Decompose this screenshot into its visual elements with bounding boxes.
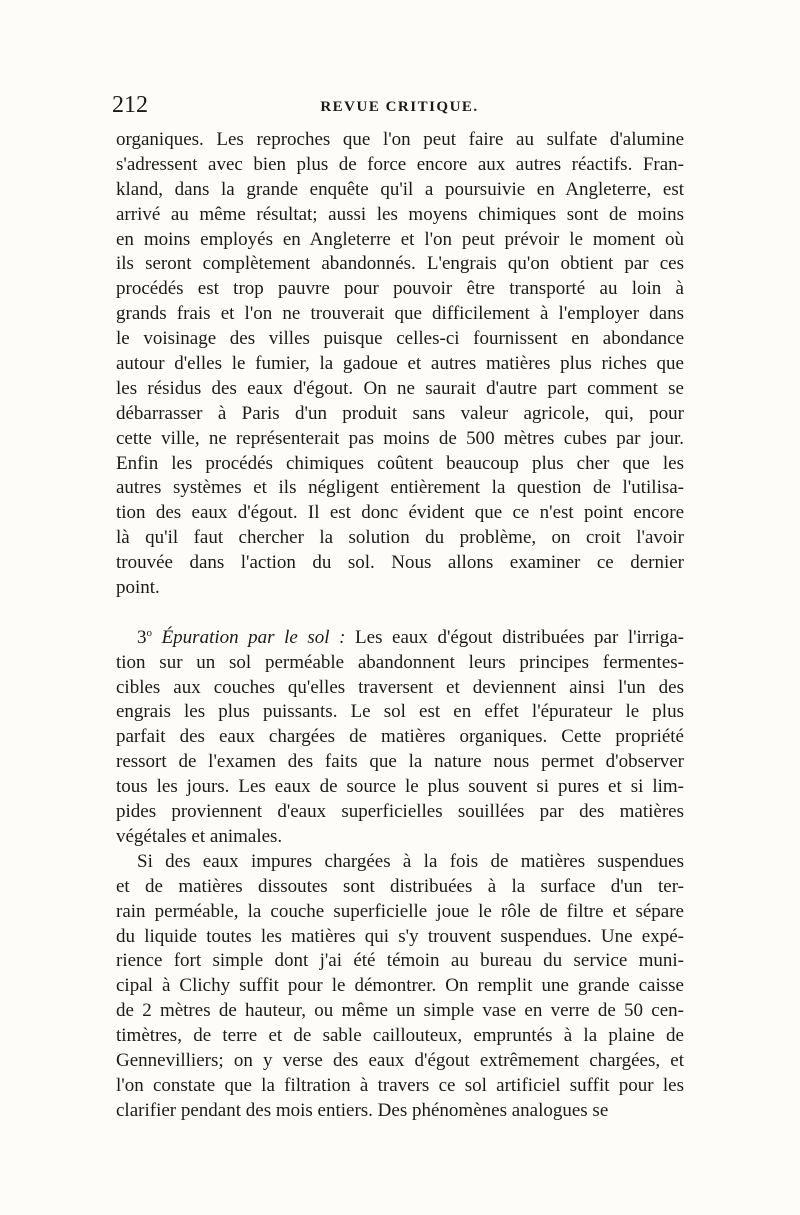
text-line: ils seront complètement abandonnés. L'engrais qu'on obtient par ces — [116, 253, 684, 275]
paragraph-spacer — [116, 601, 684, 626]
paragraph-3 — [116, 850, 684, 1124]
text-line: rience fort simple dont j'ai été témoin au bureau du service muni- — [116, 950, 684, 972]
text-line: de 2 mètres de hauteur, ou même un simple vase en verre de 50 cen- — [116, 1000, 684, 1022]
text-line: rain perméable, la couche superficielle joue le rôle de filtre et sépare — [116, 900, 684, 922]
text-line: et de matières dissoutes sont distribuées à la surface d'un ter- — [116, 875, 684, 897]
page-header — [112, 92, 687, 122]
text-line: tous les jours. Les eaux de source le plus souvent si pures et si lim- — [116, 776, 684, 798]
text-line: Gennevilliers; on y verse des eaux d'égout extrêmement chargées, et — [116, 1049, 684, 1071]
text-line: autres systèmes et ils négligent entièrement la question de l'utilisa- — [116, 477, 684, 499]
section-number-ordinal: o — [146, 626, 152, 639]
text-line: cibles aux couches qu'elles traversent et deviennent ainsi l'un des — [116, 676, 684, 698]
text-line: tion sur un sol perméable abandonnent leurs principes fermentes- — [116, 651, 684, 673]
text-line: là qu'il faut chercher la solution du problème, on croit l'avoir — [116, 527, 684, 549]
text-line: cette ville, ne représenterait pas moins de 500 mètres cubes par jour. — [116, 427, 684, 449]
text-line: engrais les plus puissants. Le sol est en effet l'épurateur le plus — [116, 701, 684, 723]
text-line: en moins employés en Angleterre et l'on peut prévoir le moment où — [116, 228, 684, 250]
text-line: parfait des eaux chargées de matières organiques. Cette propriété — [116, 726, 684, 748]
section-first-line-text: Les eaux d'égout distribuées par l'irriga- — [355, 626, 685, 648]
text-line: grands frais et l'on ne trouverait que difficilement à l'employer dans — [116, 303, 684, 325]
paragraph-1 — [116, 128, 684, 601]
section-3-first-line — [116, 626, 684, 651]
page-body — [116, 128, 684, 1124]
text-line: s'adressent avec bien plus de force encore aux autres réactifs. Fran- — [116, 153, 684, 175]
text-line: autour d'elles le fumier, la gadoue et autres matières plus riches que — [116, 353, 684, 375]
page-number: 212 — [112, 92, 148, 118]
text-line: point. — [116, 577, 160, 599]
running-title: REVUE CRITIQUE. — [320, 99, 479, 115]
text-line: kland, dans la grande enquête qu'il a poursuivie en Angleterre, est — [116, 178, 684, 200]
paragraph-2 — [116, 651, 684, 850]
text-line: les résidus des eaux d'égout. On ne saurait d'autre part comment se — [116, 377, 684, 399]
text-line: Si des eaux impures chargées à la fois de matières suspendues — [137, 850, 684, 872]
text-line: cipal à Clichy suffit pour le démontrer. On remplit une grande caisse — [116, 975, 684, 997]
text-line: organiques. Les reproches que l'on peut faire au sulfate d'alumine — [116, 129, 684, 150]
text-line: débarrasser à Paris d'un produit sans valeur agricole, qui, pour — [116, 402, 684, 424]
text-line: tion des eaux d'égout. Il est donc évident que ce n'est point encore — [116, 502, 684, 524]
section-heading: Épuration par le sol : — [161, 626, 346, 648]
text-line: l'on constate que la filtration à travers ce sol artificiel suffit pour les — [116, 1074, 684, 1096]
text-line: Enfin les procédés chimiques coûtent beaucoup plus cher que les — [116, 452, 684, 474]
section-number: 3 — [137, 626, 147, 648]
text-line: pides proviennent d'eaux superficielles souillées par des matières — [116, 801, 684, 823]
text-line: procédés est trop pauvre pour pouvoir être transporté au loin à — [116, 278, 684, 300]
text-line: timètres, de terre et de sable caillouteux, empruntés à la plaine de — [116, 1025, 684, 1047]
text-line: le voisinage des villes puisque celles-ci fournissent en abondance — [116, 328, 684, 350]
text-line: ressort de l'examen des faits que la nature nous permet d'observer — [116, 751, 684, 773]
text-line: trouvée dans l'action du sol. Nous allons examiner ce dernier — [116, 552, 684, 574]
text-line: végétales et animales. — [116, 825, 283, 847]
text-line: du liquide toutes les matières qui s'y trouvent suspendues. Une expé- — [116, 925, 684, 947]
text-line: arrivé au même résultat; aussi les moyens chimiques sont de moins — [116, 203, 684, 225]
text-line: clarifier pendant des mois entiers. Des phénomènes analogues se — [116, 1099, 609, 1121]
